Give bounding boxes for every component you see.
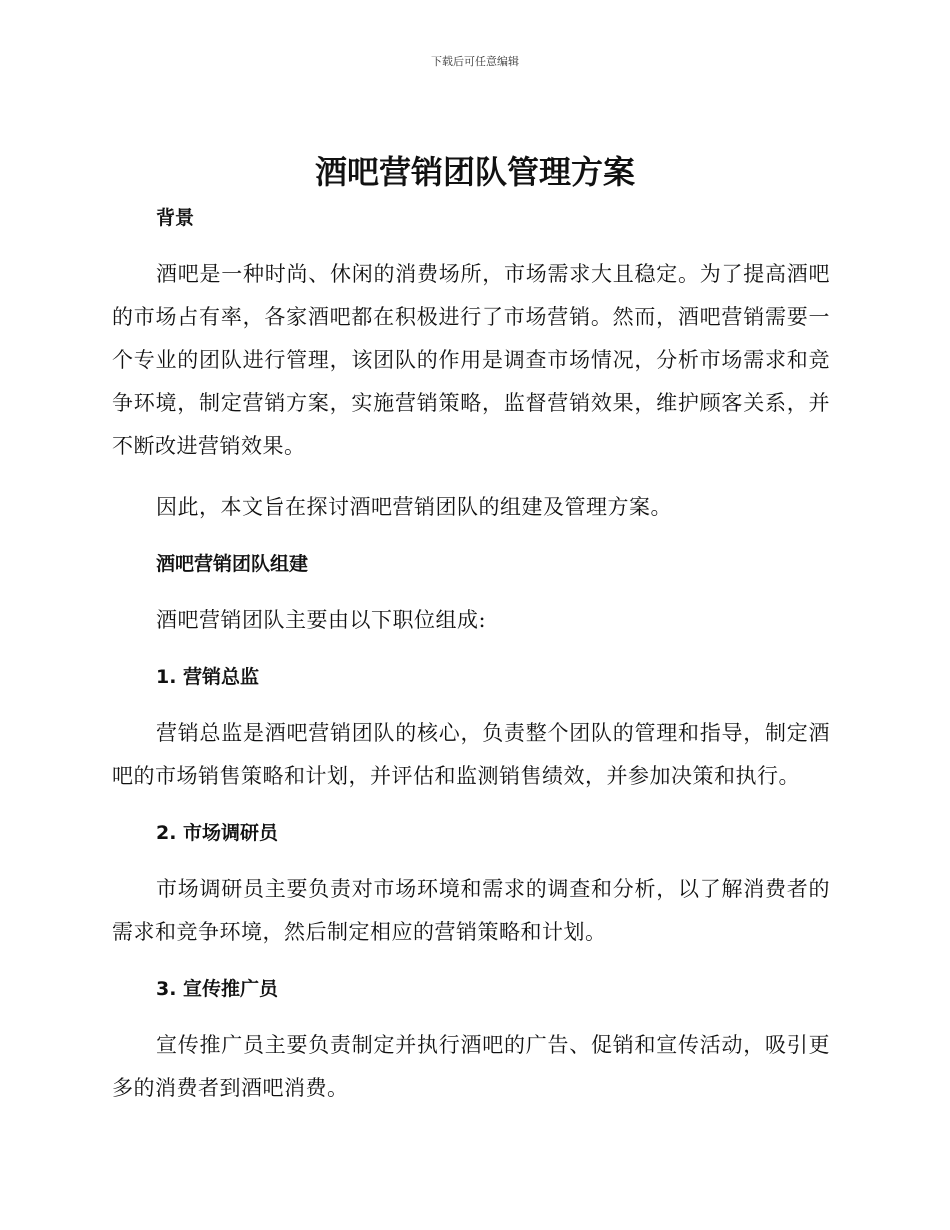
background-paragraph-2: 因此，本文旨在探讨酒吧营销团队的组建及管理方案。 (156, 495, 672, 519)
team-intro-paragraph: 酒吧营销团队主要由以下职位组成: (156, 608, 487, 632)
role-desc-promoter: 宣传推广员主要负责制定并执行酒吧的广告、促销和宣传活动，吸引更多的消费者到酒吧消费。 (112, 1033, 830, 1100)
header-note: 下载后可任意编辑 (431, 55, 519, 68)
background-heading: 背景 (156, 207, 195, 229)
role-heading-promoter: 3. 宣传推广员 (156, 978, 279, 1000)
role-desc-marketing-director: 营销总监是酒吧营销团队的核心，负责整个团队的管理和指导，制定酒吧的市场销售策略和计划，并评估和监测销售绩效，并参加决策和执行。 (112, 721, 830, 788)
team-heading: 酒吧营销团队组建 (156, 553, 309, 575)
role-desc-market-researcher: 市场调研员主要负责对市场环境和需求的调查和分析，以了解消费者的需求和竞争环境，然后制定相应的营销策略和计划。 (112, 877, 830, 944)
role-heading-marketing-director: 1. 营销总监 (156, 666, 260, 688)
document-body (112, 201, 830, 1110)
document-title: 酒吧营销团队管理方案 (314, 153, 635, 191)
background-paragraph-1: 酒吧是一种时尚、休闲的消费场所，市场需求大且稳定。为了提高酒吧的市场占有率，各家酒吧都在积极进行了市场营销。然而，酒吧营销需要一个专业的团队进行管理，该团队的作用是调查市场情况，分析市场需求和竞争环境，制定营销方案，实施营销策略，监督营销效果，维护顾客关系，并不断改进营销效果。 (112, 262, 830, 458)
role-heading-market-researcher: 2. 市场调研员 (156, 822, 279, 844)
